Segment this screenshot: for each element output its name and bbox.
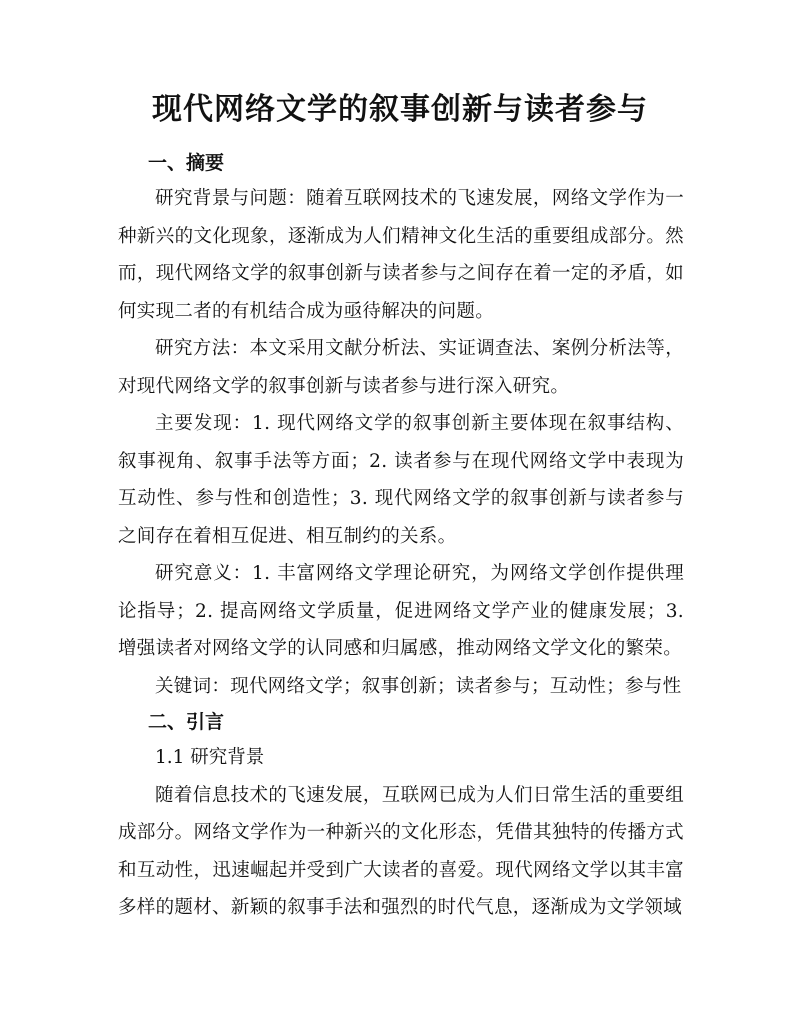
abstract-background-paragraph: 研究背景与问题：随着互联网技术的飞速发展，网络文学作为一种新兴的文化现象，逐渐成为人们精神文化生活的重要组成部分。然而，现代网络文学的叙事创新与读者参与之间存在着一定的矛盾，如何实现二者的有机结合成为亟待解决的问题。 (118, 188, 684, 322)
introduction-paragraph: 随着信息技术的飞速发展，互联网已成为人们日常生活的重要组成部分。网络文学作为一种新兴的文化形态，凭借其独特的传播方式和互动性，迅速崛起并受到广大读者的喜爱。现代网络文学以其丰富多样的题材、新颖的叙事手法和强烈的时代气息，逐渐成为文学领域 (118, 784, 684, 918)
research-background-subheading: 1.1 研究背景 (155, 747, 265, 768)
abstract-significance-paragraph: 研究意义：1. 丰富网络文学理论研究，为网络文学创作提供理论指导；2. 提高网络文学质量，促进网络文学产业的健康发展；3. 增强读者对网络文学的认同感和归属感，推动网络文学文化的繁荣。 (118, 563, 684, 659)
document-title: 现代网络文学的叙事创新与读者参与 (152, 92, 648, 127)
introduction-heading: 二、引言 (148, 711, 225, 733)
keywords-line: 关键词：现代网络文学；叙事创新；读者参与；互动性；参与性 (155, 675, 682, 697)
abstract-heading: 一、摘要 (148, 152, 225, 174)
abstract-methods-paragraph: 研究方法：本文采用文献分析法、实证调查法、案例分析法等，对现代网络文学的叙事创新与读者参与进行深入研究。 (118, 338, 684, 397)
document-body (118, 146, 684, 927)
abstract-findings-paragraph: 主要发现：1. 现代网络文学的叙事创新主要体现在叙事结构、叙事视角、叙事手法等方面；2. 读者参与在现代网络文学中表现为互动性、参与性和创造性；3. 现代网络文学的叙事创新与读者参与之间存在着相互促进、相互制约的关系。 (118, 413, 684, 547)
